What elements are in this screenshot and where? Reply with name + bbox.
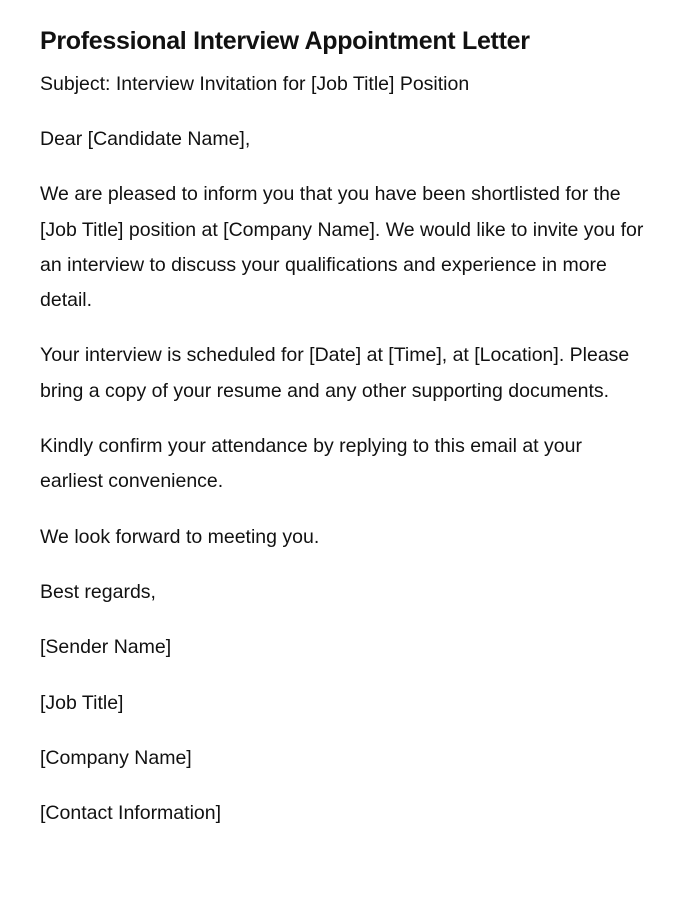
sender-company: [Company Name] <box>40 746 192 769</box>
body-paragraph-shortlisted: We are pleased to inform you that you have been shortlisted for the [Job Title] position at [Company Name]. We would like to invite you for an interview to discuss your qualifications and experience in more detail. <box>40 183 644 312</box>
body-paragraph-schedule: Your interview is scheduled for [Date] at [Time], at [Location]. Please bring a copy of your resume and any other supporting documents. <box>40 344 630 402</box>
sender-job-title: [Job Title] <box>40 691 124 714</box>
sender-contact: [Contact Information] <box>40 802 222 825</box>
sender-name: [Sender Name] <box>40 636 172 659</box>
body-paragraph-confirm: Kindly confirm your attendance by replying to this email at your earliest convenience. <box>40 435 582 493</box>
closing-regards: Best regards, <box>40 580 156 603</box>
letter-title: Professional Interview Appointment Letter <box>40 27 530 55</box>
body-paragraph-closing-line: We look forward to meeting you. <box>40 525 320 548</box>
salutation: Dear [Candidate Name], <box>40 128 251 150</box>
letter-subject: Subject: Interview Invitation for [Job Title] Position <box>40 73 470 95</box>
